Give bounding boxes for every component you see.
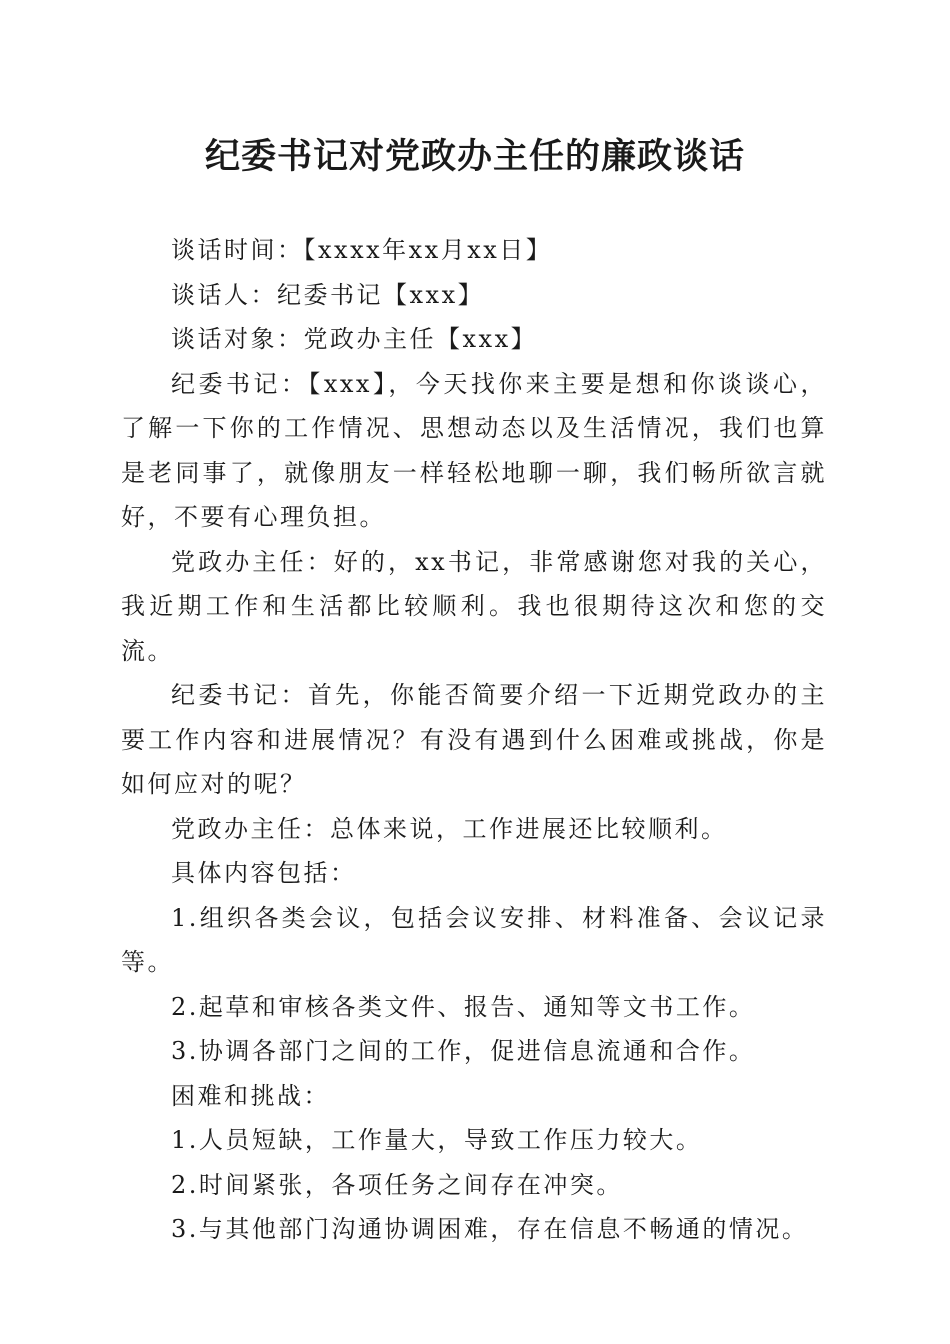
document-body	[121, 228, 827, 1252]
paragraph-director-reply: 党政办主任：好的，xx书记，非常感谢您对我的关心，我近期工作和生活都比较顺利。我也很期待这次和您的交流。	[121, 547, 827, 665]
paragraph-director-summary: 党政办主任：总体来说，工作进展还比较顺利。	[171, 814, 728, 843]
list-item: 1.人员短缺，工作量大，导致工作压力较大。	[171, 1126, 703, 1154]
section-heading-challenges: 困难和挑战：	[171, 1081, 330, 1110]
document-title: 纪委书记对党政办主任的廉政谈话	[204, 136, 745, 177]
list-item: 2.起草和审核各类文件、报告、通知等文书工作。	[171, 992, 756, 1021]
list-item: 2.时间紧张，各项任务之间存在冲突。	[171, 1170, 623, 1199]
talk-target: 谈话对象：党政办主任【xxx】	[171, 325, 538, 353]
paragraph-secretary-question: 纪委书记：首先，你能否简要介绍一下近期党政办的主要工作内容和进展情况？有没有遇到什么困难或挑战，你是如何应对的呢？	[121, 681, 827, 798]
list-item: 3.协调各部门之间的工作，促进信息流通和合作。	[171, 1037, 756, 1065]
list-item: 3.与其他部门沟通协调困难，存在信息不畅通的情况。	[171, 1215, 809, 1243]
talk-time: 谈话时间：【xxxx年xx月xx日】	[171, 236, 553, 264]
paragraph-secretary-opening: 纪委书记：【xxx】，今天找你来主要是想和你谈谈心，了解一下你的工作情况、思想动态以及生活情况，我们也算是老同事了，就像朋友一样轻松地聊一聊，我们畅所欲言就好，不要有心理负担。	[121, 369, 827, 531]
list-item: 1.组织各类会议，包括会议安排、材料准备、会议记录等。	[121, 903, 827, 976]
section-heading-contents: 具体内容包括：	[171, 859, 357, 887]
talk-person: 谈话人：纪委书记【xxx】	[171, 280, 485, 309]
